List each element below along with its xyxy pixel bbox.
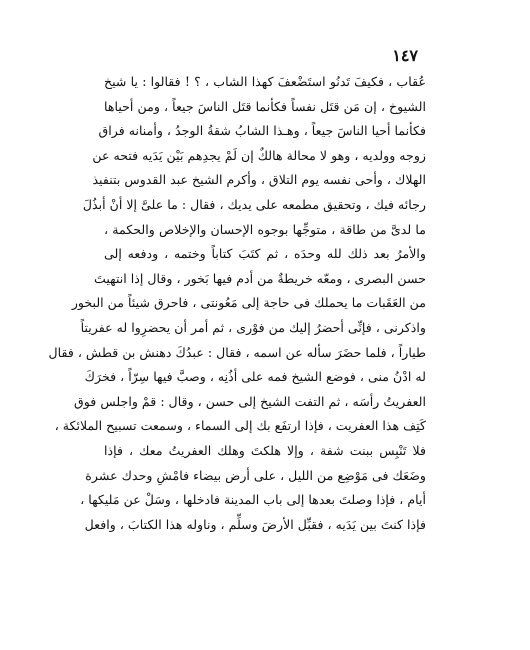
text-line: فكأنما أحيا الناسَ جيعاً ، وهـذا الشابُ شقةُ الوجدُ ، وأمنانه فراق bbox=[98, 123, 426, 139]
text-line: والأمرُ بعد ذلك لله وحدَه ، ثم كتَبَ كتاباً وختمه ، ودفعه إلى bbox=[104, 246, 426, 262]
text-line: زوجه وولديه ، وهو لا محالة هالكٌ إن لَمْ يجدِهم بَيْن يَدَيه فتحه عن bbox=[92, 147, 426, 163]
text-line: فلا تَنْبِس ببنت شفة ، وإلا هلكتَ وهلك العفريتُ معك ، فإذا bbox=[104, 442, 426, 458]
text-line: الشيوخ ، إن مَن قتَل نفساً فكأنما قتَل الناسَ جيعاً ، ومن أحياها bbox=[104, 98, 426, 114]
text-line: رجائه فيك ، وتحقيق مطمعه على يديك ، فقال : ما علىَّ إلا أنْ أبذُلَ bbox=[82, 196, 426, 212]
text-line: عُقاب ، فكيفَ تَدنُو استَضْعفَ كهذا الشاب ، ؟ ! فقالوا : يا شيخ bbox=[104, 74, 426, 89]
body-text bbox=[48, 70, 426, 537]
page-number: ١٤٧ bbox=[392, 46, 418, 65]
text-line: من العَقَبات ما يحملك فى حاجة إلى مَعُونتى ، فاحرق شيئاً من البخور bbox=[71, 295, 426, 311]
text-line: حسن البصرى ، ومعّه خريطةٌ من أدم فيها بَخور ، وقال إذا انتهيتَ bbox=[93, 270, 426, 286]
text-line: فإذا كنتَ بين يَدَيه ، فقبِّل الأرضَ وسلِّم ، وناوله هذا الكتابَ ، وافعل bbox=[84, 516, 426, 532]
text-line: له ادْنُ منى ، فوضع الشيخ فمه على أذُنِه ، وصبَّ فيها سِرّاً ، فخرَكَ bbox=[84, 369, 426, 385]
text-line: طياراً ، فلما حضَرَ سأله عن اسمه ، فقال : عبدُكَ دهنش بن قطش ، فقال bbox=[48, 344, 426, 360]
text-line: كَتِف هذا العفريت ، فإذا ارتفَع بك إلى السماء ، وسمعت تسبيح الملائكة ، bbox=[54, 418, 426, 434]
text-line: العفريتُ رأسَه ، ثم التفت الشيخ إلى حسن ، وقال : قمْ واجلس فوق bbox=[74, 393, 426, 409]
text-line: ما لدىَّ من طاقة ، متوجِّها بوجوه الإحسان والإخلاص والحكمة ، bbox=[104, 221, 426, 237]
text-line: واذكرنى ، فإنِّى أحضرُ إليك من فوْرى ، ثم أمر أن يحضرِوا له عفريتاً bbox=[80, 319, 426, 335]
text-line: وضَعَك فى مَوْضِع من الليل ، على أرض بيضاء فامْشِ وحدك عشرة bbox=[85, 467, 426, 483]
text-line: الهلاك ، وأحى نفسه يوم التلاق ، وأكرم الشيخ عبد القدوس بتنفيذ bbox=[92, 172, 426, 188]
text-line: أيام ، فإذا وصلتَ بعدها إلى باب المدينة فادخلها ، وسَلْ عن مَليكها ، bbox=[80, 492, 426, 508]
